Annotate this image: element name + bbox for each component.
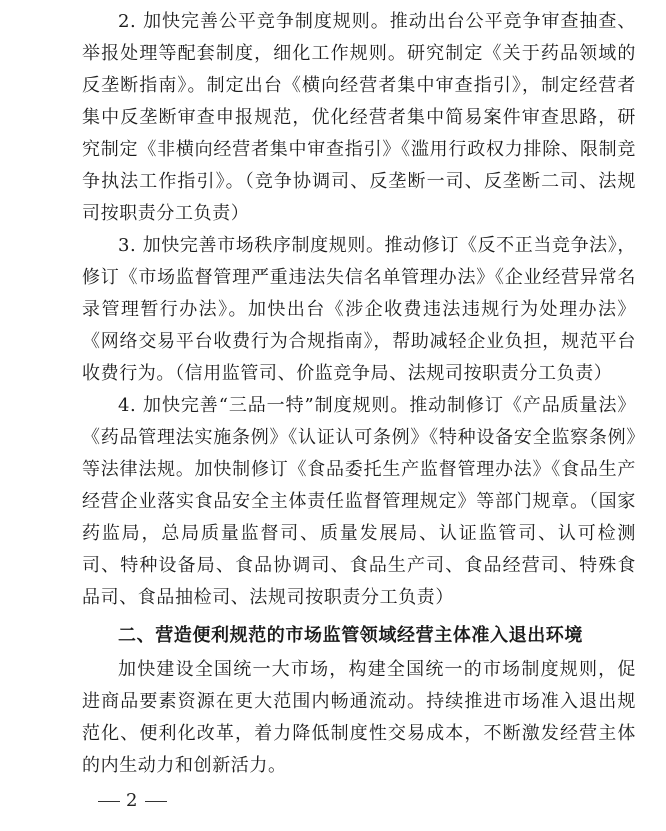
page-number-left-dash (98, 801, 120, 802)
section-heading: 二、营造便利规范的市场监管领域经营主体准入退出环境 (118, 625, 583, 646)
section-body: 加快建设全国统一大市场，构建全国统一的市场制度规则，促进商品要素资源在更大范围内畅通流动。持续推进市场准入退出规范化、便利化改革，着力降低制度性交易成本，不断激发经营主体的内生动力和创新活力。 (82, 659, 636, 776)
paragraph-three-products-one-special: 4. 加快完善“三品一特”制度规则。推动制修订《产品质量法》《药品管理法实施条例》《认证认可条例》《特种设备安全监察条例》等法律法规。加快制修订《食品委托生产监督管理办法》《食品生产经营企业落实食品安全主体责任监督管理规定》等部门规章。（国家药监局，总局质量监督司、质量发展局、认证监管司、认可检测司、特种设备局、食品协调司、食品生产司、食品经营司、特殊食品司、食品抽检司、法规司按职责分工负责） (82, 395, 636, 608)
page-number-right-dash (145, 801, 167, 802)
paragraph-fair-competition: 2. 加快完善公平竞争制度规则。推动出台公平竞争审查抽查、举报处理等配套制度，细化工作规则。研究制定《关于药品领域的反垄断指南》。制定出台《横向经营者集中审查指引》，制定经营者集中反垄断审查申报规范，优化经营者集中简易案件审查思路，研究制定《非横向经营者集中审查指引》《滥用行政权力排除、限制竞争执法工作指引》。（竞争协调司、反垄断一司、反垄断二司、法规司按职责分工负责） (82, 11, 636, 224)
paragraph-market-order: 3. 加快完善市场秩序制度规则。推动修订《反不正当竞争法》，修订《市场监督管理严重违法失信名单管理办法》《企业经营异常名录管理暂行办法》。加快出台《涉企收费违法违规行为处理办法》《网络交易平台收费行为合规指南》，帮助减轻企业负担，规范平台收费行为。（信用监管司、价监竞争局、法规司按职责分工负责） (82, 235, 636, 384)
page-number-footer (92, 790, 173, 811)
page-number: 2 (126, 790, 140, 811)
